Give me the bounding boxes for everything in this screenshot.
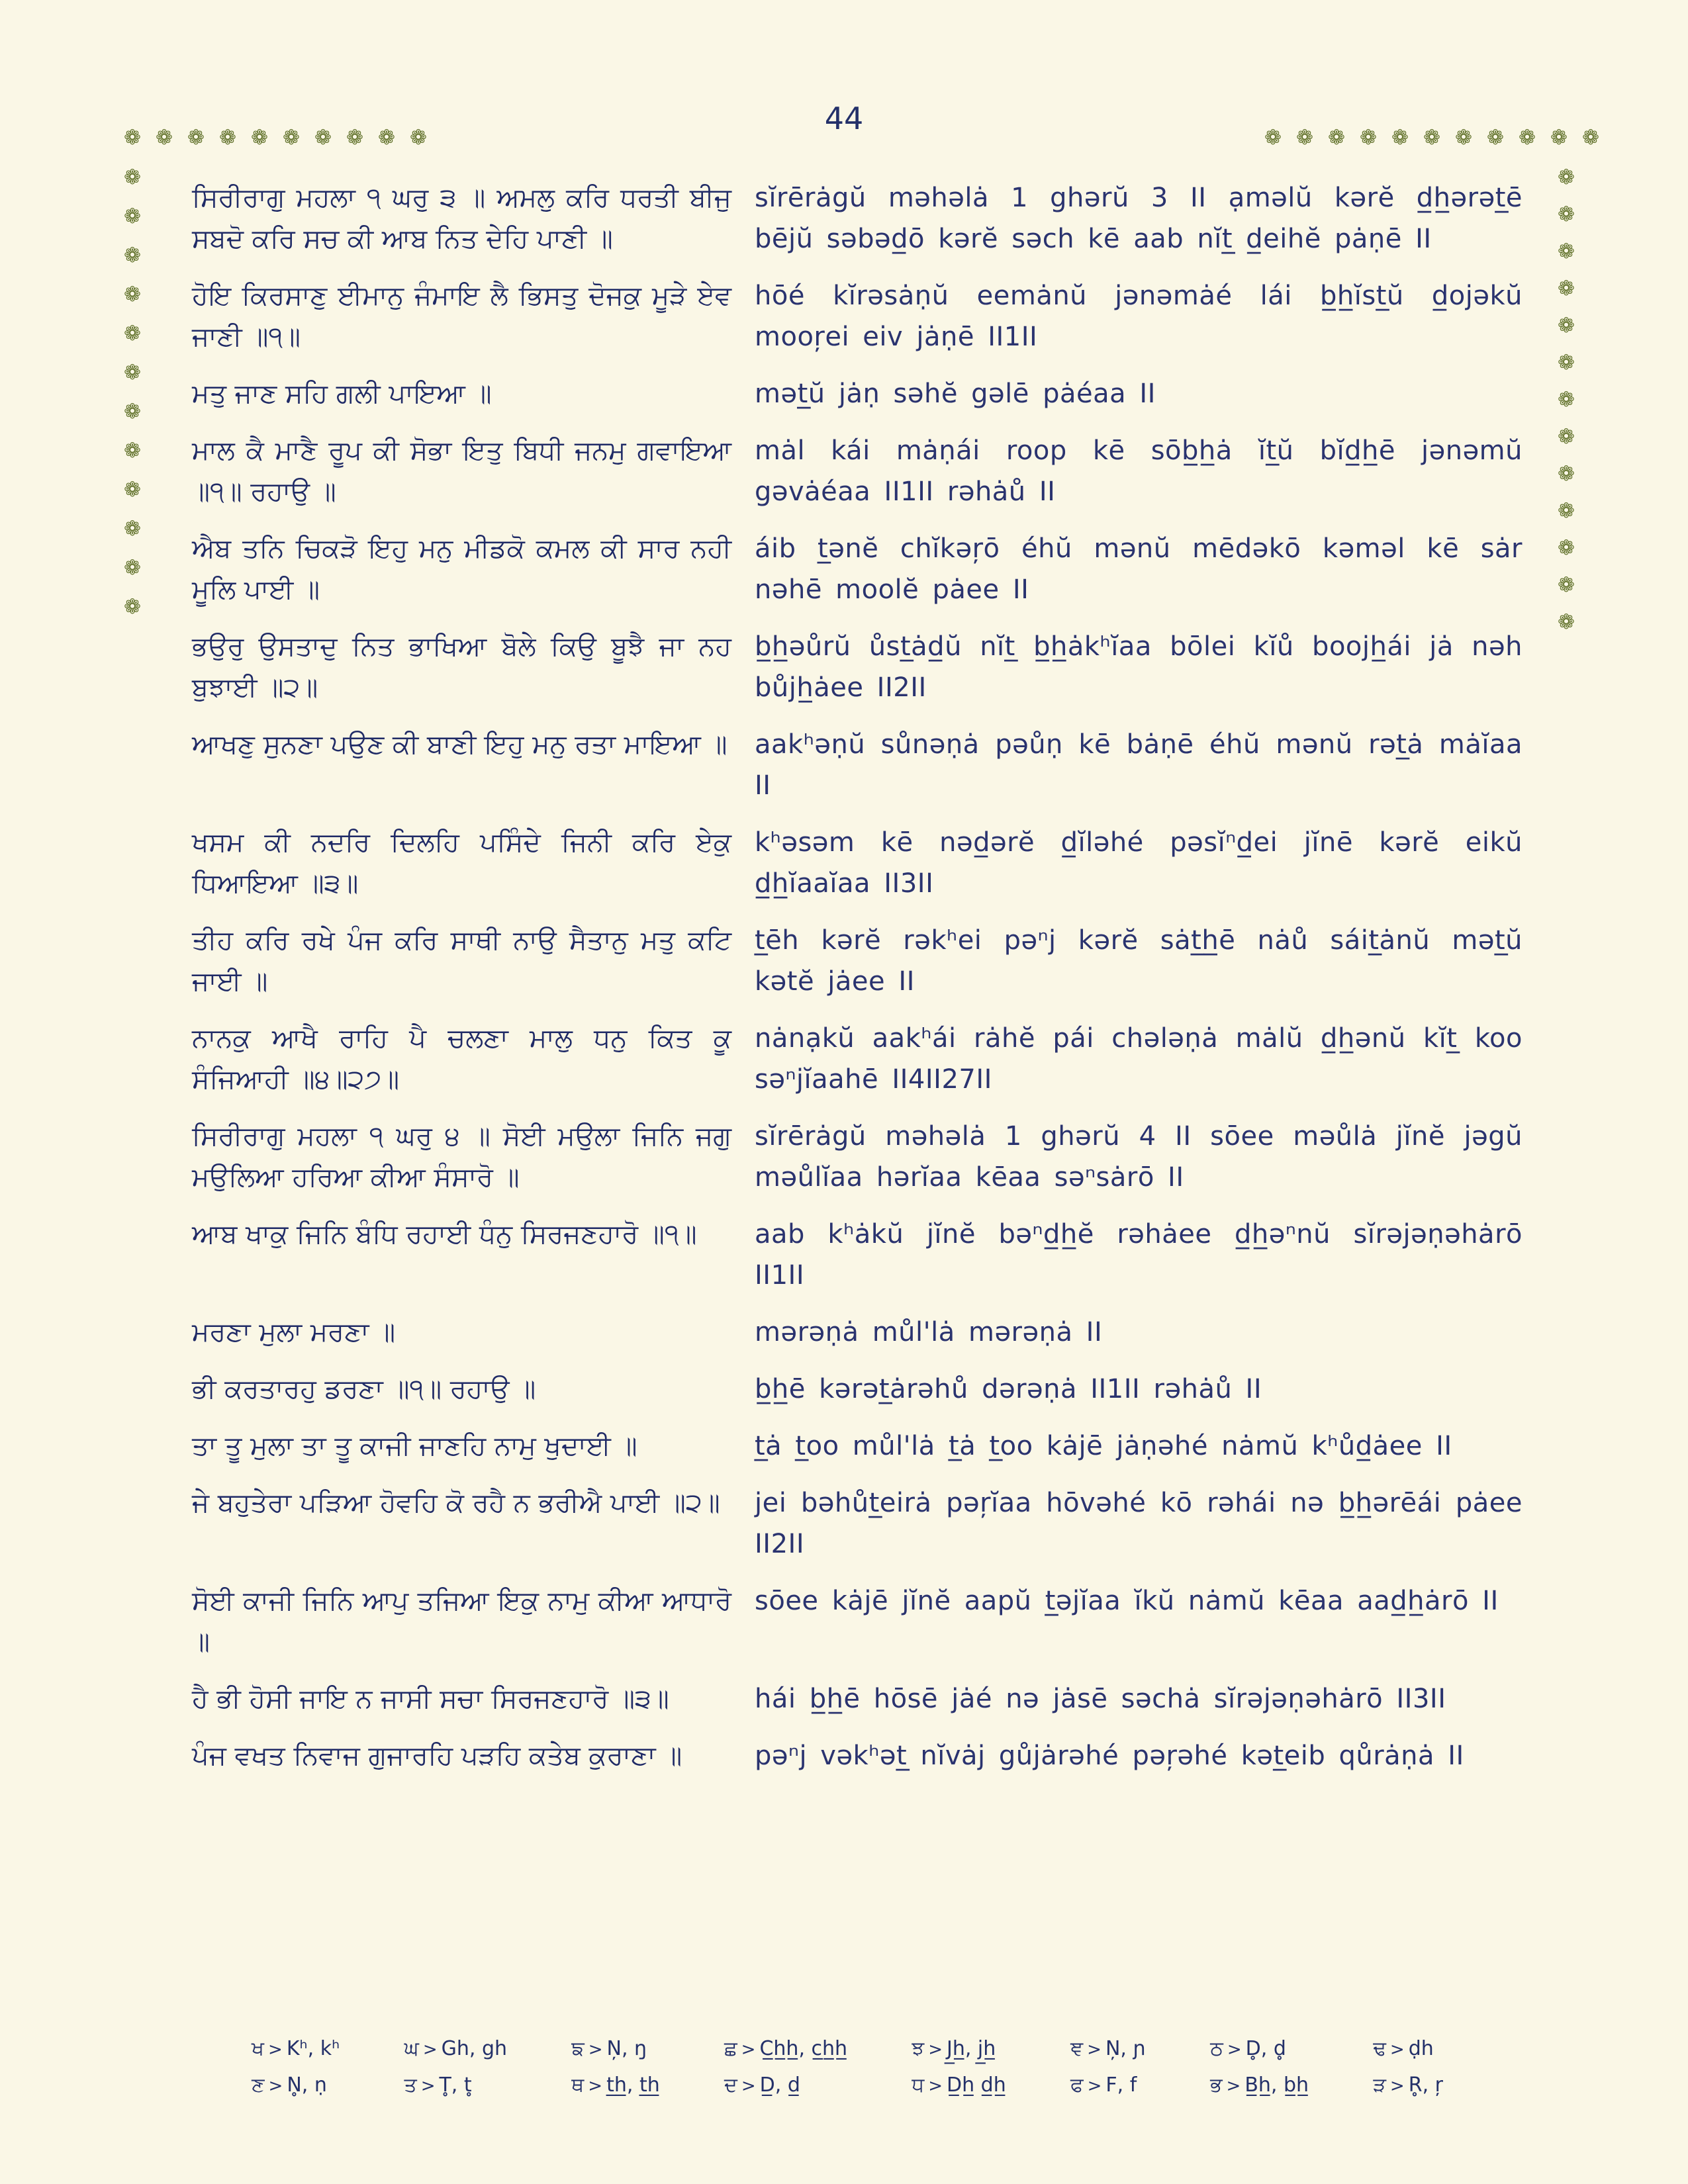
legend-gurmukhi-letter: ਤ [404, 2073, 417, 2097]
legend-gurmukhi-letter: ਢ [1373, 2037, 1386, 2060]
legend-item [404, 2073, 507, 2097]
transliteration-verse-line: aakʰəṇŭ sůnəṇȧ pəůṇ kē bȧṇē éhŭ mənŭ rət̲ȧ mȧĭaa II [755, 729, 1523, 801]
legend-gurmukhi-letter: ਙ [571, 2037, 585, 2060]
transliteration-verse-line: áib t̲ənĕ chĭkəŗō éhŭ mənŭ mēdəkō kəməl kē sȧr nəhē moolĕ pȧee II [755, 533, 1523, 605]
flower-ornament-icon: ❁ [124, 595, 141, 619]
flower-ornament-icon: ❁ [1558, 165, 1575, 189]
legend-gurmukhi-letter: ੜ [1373, 2073, 1386, 2097]
flower-ornament-icon: ❁ [1391, 126, 1409, 150]
gurmukhi-verse-line: ਪੰਜ ਵਖਤ ਨਿਵਾਜ ਗੁਜਾਰਹਿ ਪੜਹਿ ਕਤੇਬ ਕੁਰਾਣਾ ॥ [192, 1741, 682, 1771]
flower-ornament-icon: ❁ [1550, 126, 1568, 150]
legend-latin-value: F, f [1105, 2073, 1137, 2097]
transliteration-verse-line: mȧl kái mȧṇái roop kē sōb̲h̲ȧ ĭt̲ŭ bĭd̲h̲ē jənəmŭ gəvȧéaa II1II rəhȧů II [755, 435, 1523, 507]
legend-latin-value: D̥, d̥ [1245, 2037, 1286, 2060]
flower-ornament-icon: ❁ [156, 126, 173, 150]
gurmukhi-verse-line: ਜੇ ਬਹੁਤੇਰਾ ਪੜਿਆ ਹੋਵਹਿ ਕੋ ਰਹੈ ਨ ਭਰੀਐ ਪਾਈ ॥੨॥ [192, 1488, 720, 1518]
flower-ornament-icon: ❁ [124, 244, 141, 267]
legend-item [724, 2073, 847, 2097]
legend-separator: > [268, 2076, 283, 2096]
transliteration-verse-line: t̲ēh kərĕ rəkʰei pəⁿj kərĕ sȧt̲h̲ē nȧů sáit̲ȧnŭ mət̲ŭ kətĕ jȧee II [755, 925, 1523, 997]
legend-latin-value: ḍh [1408, 2037, 1434, 2060]
flower-ornament-icon: ❁ [378, 126, 395, 150]
legend-separator: > [928, 2076, 943, 2096]
legend-separator: > [1087, 2076, 1102, 2096]
legend-item [1070, 2073, 1146, 2097]
flower-ornament-icon: ❁ [124, 439, 141, 463]
legend-latin-value: N̦, ɲ [1105, 2037, 1146, 2060]
gurmukhi-verse-line: ਤਾ ਤੂ ਮੁਲਾ ਤਾ ਤੂ ਕਾਜੀ ਜਾਣਹਿ ਨਾਮੁ ਖੁਦਾਈ ॥ [192, 1431, 637, 1461]
transliteration-verse-line: kʰəsəm kē nəd̲ərĕ d̲ĭləhé pəsĭⁿd̲ei jĭnē kərĕ eikŭ d̲h̲ĭaaĭaa II3II [755, 827, 1523, 899]
legend-separator: > [1389, 2040, 1405, 2060]
legend-latin-value: t̲h̲, t̲h̲ [606, 2073, 660, 2097]
flower-ornament-icon: ❁ [1558, 536, 1575, 560]
legend-item [404, 2037, 507, 2060]
legend-item [1070, 2037, 1146, 2060]
flower-ornament-icon: ❁ [1423, 126, 1440, 150]
page-number: 44 [824, 101, 864, 136]
legend-gurmukhi-letter: ਣ [252, 2073, 265, 2097]
gurmukhi-verse-line: ਹੈ ਭੀ ਹੋਸੀ ਜਾਇ ਨ ਜਾਸੀ ਸਚਾ ਸਿਰਜਣਹਾਰੋ ॥੩॥ [192, 1684, 669, 1714]
legend-latin-value: N̦, ŋ [606, 2037, 647, 2060]
flower-ornament-icon: ❁ [219, 126, 236, 150]
legend-separator: > [741, 2076, 756, 2096]
legend-latin-value: D̲h̲ d̲h̲ [947, 2073, 1006, 2097]
legend-latin-value: D̲, d̲ [759, 2073, 800, 2097]
legend-separator: > [928, 2040, 943, 2060]
gurmukhi-verse-line: ਮਰਣਾ ਮੁਲਾ ਮਰਣਾ ॥ [192, 1317, 396, 1347]
transliteration-verse-line: aab kʰȧkŭ jĭnĕ bəⁿd̲h̲ĕ rəhȧee d̲h̲əⁿnŭ sĭrəjəṇəhȧrō II1II [755, 1219, 1523, 1291]
legend-gurmukhi-letter: ਥ [571, 2073, 585, 2097]
gurmukhi-verse-line: ਸਿਰੀਰਾਗੁ ਮਹਲਾ ੧ ਘਰੁ ੩ ॥ ਅਮਲੁ ਕਰਿ ਧਰਤੀ ਬੀਜੁ ਸਬਦੋ ਕਰਿ ਸਚ ਕੀ ਆਬ ਨਿਤ ਦੇਹਿ ਪਾਣੀ ॥ [192, 183, 731, 254]
legend-separator: > [422, 2040, 438, 2060]
legend-gurmukhi-letter: ਠ [1210, 2037, 1223, 2060]
flower-ornament-icon: ❁ [124, 126, 141, 150]
flower-ornament-icon: ❁ [124, 322, 141, 345]
legend-latin-value: R̥, ŗ [1408, 2073, 1443, 2097]
ornament-border-left [120, 165, 144, 619]
transliteration-verse-line: b̲h̲əůrŭ ůst̲ȧd̲ŭ nĭt̲ b̲h̲ȧkʰĭaa bōlei kĭů boojh̲ái jȧ nəh bůjh̲ȧee II2II [755, 631, 1523, 703]
legend-item [571, 2037, 659, 2060]
flower-ornament-icon: ❁ [1582, 126, 1599, 150]
flower-ornament-icon: ❁ [314, 126, 332, 150]
transliteration-verse-line: sĭrērȧgŭ məhəlȧ 1 ghərŭ 4 II sōee məůlȧ jĭnĕ jəgŭ məůlĭaa hərĭaa kēaa səⁿsȧrō II [755, 1121, 1523, 1193]
flower-ornament-icon: ❁ [124, 400, 141, 424]
ornament-border-right [1554, 165, 1578, 634]
flower-ornament-icon: ❁ [1558, 351, 1575, 375]
legend-separator: > [1087, 2040, 1102, 2060]
transliteration-verse-line: pəⁿj vəkʰət̲ nĭvȧj gůjȧrəhé pəŗəhé kət̲eib qůrȧṇȧ II [755, 1741, 1464, 1771]
legend-item [1210, 2073, 1309, 2097]
flower-ornament-icon: ❁ [124, 205, 141, 228]
flower-ornament-icon: ❁ [1558, 573, 1575, 597]
flower-ornament-icon: ❁ [1328, 126, 1345, 150]
flower-ornament-icon: ❁ [1264, 126, 1282, 150]
legend-separator: > [1226, 2076, 1241, 2096]
flower-ornament-icon: ❁ [1558, 277, 1575, 300]
flower-ornament-icon: ❁ [1558, 462, 1575, 486]
gurmukhi-verse-line: ਨਾਨਕੁ ਆਖੈ ਰਾਹਿ ਪੈ ਚਲਣਾ ਮਾਲੁ ਧਨੁ ਕਿਤ ਕੂ ਸੰਜਿਆਹੀ ॥੪॥੨੭॥ [192, 1023, 731, 1095]
gurmukhi-verse-line: ਹੋਇ ਕਿਰਸਾਣੁ ਈਮਾਨੁ ਜੰਮਾਇ ਲੈ ਭਿਸਤੁ ਦੋਜਕੁ ਮੂੜੇ ਏਵ ਜਾਣੀ ॥੧॥ [192, 281, 731, 352]
gurmukhi-verse-line: ਮਤੁ ਜਾਣ ਸਹਿ ਗਲੀ ਪਾਇਆ ॥ [192, 379, 492, 409]
legend-item [912, 2073, 1006, 2097]
transliteration-verse-line: hōé kĭrəsȧṇŭ eemȧnŭ jənəmȧé lái b̲h̲ĭst̲ŭ d̲ojəkŭ mooŗei eiv jȧṇē II1II [755, 281, 1523, 352]
legend-item [252, 2037, 340, 2060]
legend-separator: > [741, 2040, 756, 2060]
flower-ornament-icon: ❁ [1558, 499, 1575, 523]
legend-separator: > [588, 2040, 603, 2060]
flower-ornament-icon: ❁ [1487, 126, 1504, 150]
gurmukhi-verse-line: ਸਿਰੀਰਾਗੁ ਮਹਲਾ ੧ ਘਰੁ ੪ ॥ ਸੋਈ ਮਉਲਾ ਜਿਨਿ ਜਗੁ ਮਉਲਿਆ ਹਰਿਆ ਕੀਆ ਸੰਸਾਰੋ ॥ [192, 1121, 731, 1193]
transliteration-verse-line: t̲ȧ t̲oo můl'lȧ t̲ȧ t̲oo kȧjē jȧṇəhé nȧmŭ kʰůd̲ȧee II [755, 1431, 1452, 1461]
legend-separator: > [1227, 2040, 1242, 2060]
flower-ornament-icon: ❁ [283, 126, 300, 150]
legend-gurmukhi-letter: ਘ [404, 2037, 419, 2060]
legend-separator: > [268, 2040, 283, 2060]
legend-latin-value: T̥, t̥ [439, 2073, 472, 2097]
legend-item [1210, 2037, 1309, 2060]
legend-gurmukhi-letter: ਞ [1070, 2037, 1084, 2060]
transliteration-verse-line: mərəṇȧ můl'lȧ mərəṇȧ II [755, 1317, 1103, 1347]
legend-separator: > [588, 2076, 603, 2096]
flower-ornament-icon: ❁ [410, 126, 427, 150]
legend-item [912, 2037, 1006, 2060]
flower-ornament-icon: ❁ [124, 517, 141, 541]
transliteration-verse-line: sōee kȧjē jĭnĕ aapŭ t̲əjĭaa ĭkŭ nȧmŭ kēaa aad̲h̲ȧrō II [755, 1586, 1499, 1616]
legend-separator: > [420, 2076, 436, 2096]
transliteration-verse-line: jei bəhůt̲eirȧ pəŗĭaa hōvəhé kō rəhái nə b̲h̲ərēái pȧee II2II [755, 1488, 1523, 1559]
flower-ornament-icon: ❁ [1558, 610, 1575, 634]
gurmukhi-verse-line: ਆਬ ਖਾਕੁ ਜਿਨਿ ਬੰਧਿ ਰਹਾਈ ਧੰਨੁ ਸਿਰਜਣਹਾਰੋ ॥੧॥ [192, 1219, 697, 1250]
flower-ornament-icon: ❁ [1558, 240, 1575, 263]
flower-ornament-icon: ❁ [1455, 126, 1472, 150]
legend-separator: > [1389, 2076, 1405, 2096]
gurmukhi-verse-line: ਆਖਣੁ ਸੁਨਣਾ ਪਉਣ ਕੀ ਬਾਣੀ ਇਹੁ ਮਨੁ ਰਤਾ ਮਾਇਆ ॥ [192, 729, 727, 760]
verses-grid [192, 177, 1523, 1776]
legend-latin-value: C̲h̲h̲, c̲h̲h̲ [759, 2037, 848, 2060]
legend-item [571, 2073, 659, 2097]
flower-ornament-icon: ❁ [1558, 425, 1575, 449]
legend-latin-value: B̲h̲, b̲h̲ [1244, 2073, 1309, 2097]
flower-ornament-icon: ❁ [251, 126, 268, 150]
gurmukhi-verse-line: ਭੀ ਕਰਤਾਰਹੁ ਡਰਣਾ ॥੧॥ ਰਹਾਉ ॥ [192, 1374, 536, 1404]
legend-gurmukhi-letter: ਛ [724, 2037, 737, 2060]
gurmukhi-verse-line: ਐਬ ਤਨਿ ਚਿਕੜੋ ਇਹੁ ਮਨੁ ਮੀਡਕੋ ਕਮਲ ਕੀ ਸਾਰ ਨਹੀ ਮੂਲਿ ਪਾਈ ॥ [192, 533, 731, 605]
flower-ornament-icon: ❁ [124, 283, 141, 306]
flower-ornament-icon: ❁ [124, 556, 141, 580]
ornament-border-top-right [1261, 126, 1603, 150]
ornament-border-top-left [120, 126, 430, 150]
legend-gurmukhi-letter: ਭ [1210, 2073, 1223, 2097]
legend-latin-value: Gh, gh [441, 2037, 507, 2060]
pronunciation-key [252, 2037, 1443, 2097]
legend-gurmukhi-letter: ਦ [724, 2073, 737, 2097]
legend-gurmukhi-letter: ਧ [912, 2073, 925, 2097]
flower-ornament-icon: ❁ [1360, 126, 1377, 150]
gurmukhi-verse-line: ਖਸਮ ਕੀ ਨਦਰਿ ਦਿਲਹਿ ਪਸਿੰਦੇ ਜਿਨੀ ਕਰਿ ਏਕੁ ਧਿਆਇਆ ॥੩॥ [192, 827, 731, 899]
flower-ornament-icon: ❁ [124, 165, 141, 189]
legend-latin-value: J̲h̲, j̲h̲ [946, 2037, 996, 2060]
flower-ornament-icon: ❁ [124, 478, 141, 502]
legend-gurmukhi-letter: ਖ [252, 2037, 265, 2060]
flower-ornament-icon: ❁ [124, 361, 141, 385]
transliteration-verse-line: b̲h̲ē kərət̲ȧrəhů dərəṇȧ II1II rəhȧů II [755, 1374, 1262, 1404]
flower-ornament-icon: ❁ [1296, 126, 1313, 150]
legend-item [252, 2073, 340, 2097]
legend-latin-value: N̥, ṇ [287, 2073, 327, 2097]
gurmukhi-verse-line: ਤੀਹ ਕਰਿ ਰਖੇ ਪੰਜ ਕਰਿ ਸਾਥੀ ਨਾਉ ਸੈਤਾਨੁ ਮਤੁ ਕਟਿ ਜਾਈ ॥ [192, 925, 731, 997]
legend-item [724, 2037, 847, 2060]
flower-ornament-icon: ❁ [1558, 203, 1575, 226]
transliteration-verse-line: sĭrērȧgŭ məhəlȧ 1 ghərŭ 3 II ạməlŭ kərĕ d̲h̲ərət̲ē bējŭ səbəd̲ō kərĕ səch kē aab nĭt̲ d̲eihĕ pȧṇē II [755, 183, 1523, 254]
gurmukhi-verse-line: ਭਉਰੁ ਉਸਤਾਦੁ ਨਿਤ ਭਾਖਿਆ ਬੋਲੇ ਕਿਉ ਬੂਝੈ ਜਾ ਨਹ ਬੁਝਾਈ ॥੨॥ [192, 631, 731, 703]
legend-item [1373, 2073, 1443, 2097]
flower-ornament-icon: ❁ [1558, 388, 1575, 412]
transliteration-verse-line: nȧnạkŭ aakʰái rȧhĕ pái chələṇȧ mȧlŭ d̲h̲ənŭ kĭt̲ koo səⁿjĭaahē II4II27II [755, 1023, 1523, 1095]
legend-latin-value: Kʰ, kʰ [286, 2037, 340, 2060]
gurmukhi-verse-line: ਸੋਈ ਕਾਜੀ ਜਿਨਿ ਆਪੁ ਤਜਿਆ ਇਕੁ ਨਾਮੁ ਕੀਆ ਆਧਾਰੋ ॥ [192, 1586, 731, 1657]
transliteration-verse-line: hái b̲h̲ē hōsē jȧé nə jȧsē səchȧ sĭrəjəṇəhȧrō II3II [755, 1684, 1446, 1714]
flower-ornament-icon: ❁ [187, 126, 205, 150]
legend-gurmukhi-letter: ਝ [912, 2037, 925, 2060]
flower-ornament-icon: ❁ [1519, 126, 1536, 150]
transliteration-verse-line: mət̲ŭ jȧṇ səhĕ gəlē pȧéaa II [755, 379, 1156, 409]
legend-gurmukhi-letter: ਫ [1070, 2073, 1084, 2097]
gurmukhi-verse-line: ਮਾਲ ਕੈ ਮਾਣੈ ਰੂਪ ਕੀ ਸੋਭਾ ਇਤੁ ਬਿਧੀ ਜਨਮੁ ਗਵਾਇਆ ॥੧॥ ਰਹਾਉ ॥ [192, 435, 731, 507]
legend-item [1373, 2037, 1443, 2060]
flower-ornament-icon: ❁ [346, 126, 363, 150]
flower-ornament-icon: ❁ [1558, 314, 1575, 338]
